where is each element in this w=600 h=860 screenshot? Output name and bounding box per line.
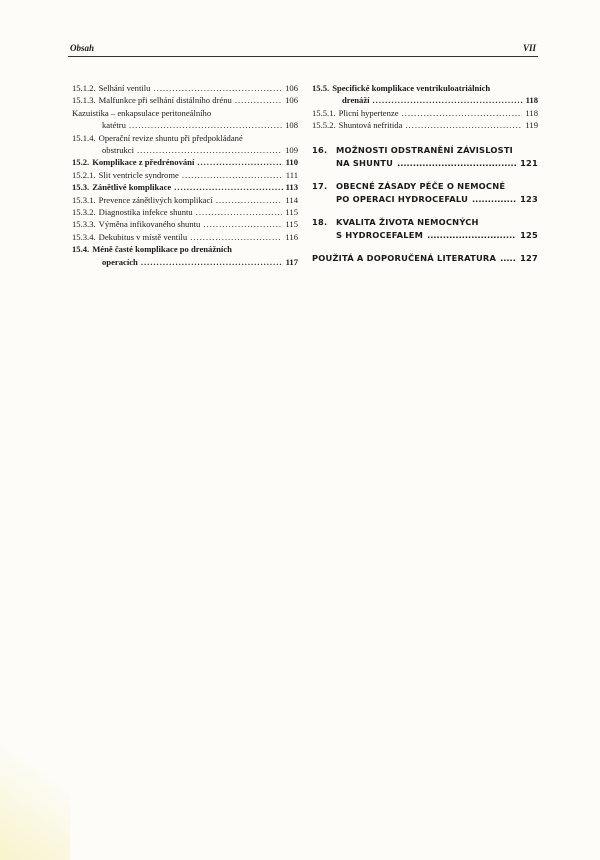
entry-title: Prevence zánětlivých komplikací xyxy=(98,194,213,205)
toc-entry-line xyxy=(72,206,298,218)
entry-title: Dekubitus v místě ventilu xyxy=(98,231,188,242)
entry-page: 118 xyxy=(525,95,538,106)
toc-entry xyxy=(72,218,298,230)
entry-title: Shuntová nefritida xyxy=(338,120,403,131)
toc-entry-line xyxy=(72,231,298,243)
toc-entry-line xyxy=(72,107,298,119)
entry-number: 15.1.4. xyxy=(72,132,96,143)
chapter-title: OBECNÉ ZÁSADY PÉČE O NEMOCNÉ xyxy=(336,180,506,191)
toc-entry-line xyxy=(72,194,298,206)
chapter-line xyxy=(312,193,538,206)
entry-title: operacích xyxy=(102,256,138,267)
toc-entry-line xyxy=(72,94,298,106)
entry-page: 119 xyxy=(525,120,538,131)
toc-entry xyxy=(72,156,298,168)
toc-entry xyxy=(72,206,298,218)
entry-page: 114 xyxy=(285,194,298,205)
toc-chapter-entry xyxy=(312,216,538,242)
toc-left-column xyxy=(72,82,298,268)
entry-title: Méně časté komplikace po drenážních xyxy=(92,244,232,255)
leader-dots xyxy=(402,107,523,119)
entry-number: 15.1.2. xyxy=(72,83,96,93)
toc-entry-line xyxy=(312,94,538,106)
entry-title: Selhání ventilu xyxy=(98,83,151,93)
toc-right-entries xyxy=(312,82,538,132)
toc-entry-line xyxy=(72,256,298,268)
entry-page: 108 xyxy=(285,120,298,131)
entry-number: 15.5.1. xyxy=(312,107,336,118)
toc-entry-line xyxy=(312,119,538,131)
toc-entry xyxy=(72,82,298,94)
toc-entry-line xyxy=(312,82,538,94)
entry-title: Plicní hypertenze xyxy=(338,107,399,118)
toc-right-column xyxy=(312,82,538,265)
chapter-line xyxy=(312,229,538,242)
entry-page: 106 xyxy=(285,95,298,106)
leader-dots xyxy=(137,144,282,156)
chapter-line xyxy=(312,180,538,193)
entry-title: katétru xyxy=(102,120,126,131)
toc-entry xyxy=(72,194,298,206)
literature-title: POUŽITÁ A DOPORUČENÁ LITERATURA xyxy=(312,252,497,263)
entry-page: 116 xyxy=(285,231,298,242)
leader-dots xyxy=(405,119,522,131)
chapter-page: 121 xyxy=(520,157,538,168)
toc-entry-line xyxy=(312,107,538,119)
leader-dots xyxy=(427,229,516,242)
toc-entry-line xyxy=(72,169,298,181)
toc-literature-entry xyxy=(312,252,538,265)
entry-title: Komplikace z předrénování xyxy=(92,157,195,168)
entry-number: 15.1.3. xyxy=(72,95,96,106)
chapter-line xyxy=(312,216,538,229)
chapter-title: KVALITA ŽIVOTA NEMOCNÝCH xyxy=(336,216,479,227)
leader-dots xyxy=(216,194,283,206)
entry-number: 15.3.4. xyxy=(72,231,96,242)
toc-entry xyxy=(72,94,298,106)
entry-number: 15.3. xyxy=(72,182,90,193)
toc-entry xyxy=(312,107,538,119)
leader-dots xyxy=(141,256,283,268)
chapter-page: 123 xyxy=(520,193,538,204)
chapter-title-cont: PO OPERACI HYDROCEFALU xyxy=(336,193,469,204)
toc-entry xyxy=(72,181,298,193)
chapter-number: 16. xyxy=(312,144,328,155)
chapter-line xyxy=(312,144,538,157)
toc-entry xyxy=(72,231,298,243)
entry-title: Zánětlivé komplikace xyxy=(92,182,172,193)
entry-page: 115 xyxy=(285,219,298,230)
entry-page: 109 xyxy=(285,145,298,156)
leader-dots xyxy=(197,156,282,168)
entry-number: 15.3.1. xyxy=(72,194,96,205)
header-page-number: VII xyxy=(522,43,536,53)
toc-entry xyxy=(312,119,538,131)
toc-chapters xyxy=(312,144,538,242)
toc-entry-line xyxy=(72,82,298,94)
toc-entry-line xyxy=(72,243,298,255)
chapter-title: MOŽNOSTI ODSTRANĚNÍ ZÁVISLOSTI xyxy=(336,144,513,155)
leader-dots xyxy=(190,231,282,243)
chapter-line xyxy=(312,157,538,170)
page-edge-tint xyxy=(0,700,70,860)
toc-entry-line xyxy=(72,132,298,144)
entry-title: obstrukci xyxy=(102,145,134,156)
literature-page: 127 xyxy=(520,252,538,263)
leader-dots xyxy=(182,169,283,181)
entry-number: 15.3.3. xyxy=(72,219,96,230)
toc-entry-line xyxy=(72,181,298,193)
leader-dots xyxy=(397,157,516,170)
toc-entry xyxy=(312,82,538,107)
leader-dots xyxy=(373,94,523,106)
entry-page: 111 xyxy=(285,169,298,180)
leader-dots xyxy=(500,252,516,265)
chapter-title-cont: NA SHUNTU xyxy=(336,157,394,168)
toc-entry xyxy=(72,107,298,132)
entry-page: 110 xyxy=(285,157,298,168)
leader-dots xyxy=(235,94,282,106)
leader-dots xyxy=(472,193,516,206)
leader-dots xyxy=(153,82,282,94)
toc-chapter-entry xyxy=(312,180,538,206)
leader-dots xyxy=(129,119,282,131)
entry-title: Slit ventricle syndrome xyxy=(98,169,179,180)
chapter-number: 17. xyxy=(312,180,328,191)
entry-title: Operační revize shuntu při předpokládané xyxy=(98,132,243,143)
running-header xyxy=(68,42,538,57)
chapter-page: 125 xyxy=(520,229,538,240)
toc-entry-line xyxy=(72,156,298,168)
chapter-title-cont: S HYDROCEFALEM xyxy=(336,229,424,240)
entry-page: 117 xyxy=(285,256,298,267)
entry-page: 113 xyxy=(285,182,298,193)
entry-title: drenáží xyxy=(342,95,370,106)
entry-number: 15.3.2. xyxy=(72,207,96,218)
entry-title: Diagnostika infekce shuntu xyxy=(98,207,193,218)
toc-entry xyxy=(72,132,298,157)
leader-dots xyxy=(196,206,283,218)
entry-number: 15.2. xyxy=(72,157,90,168)
entry-number: 15.4. xyxy=(72,244,90,255)
entry-title: Výměna infikovaného shuntu xyxy=(98,219,201,230)
toc-entry xyxy=(72,243,298,268)
chapter-number: 18. xyxy=(312,216,328,227)
entry-page: 118 xyxy=(525,107,538,118)
entry-title: Specifické komplikace ventrikuloatriálních xyxy=(332,83,491,93)
entry-title: Malfunkce při selhání distálního drénu xyxy=(98,95,232,106)
entry-number: 15.2.1. xyxy=(72,169,96,180)
leader-dots xyxy=(203,218,282,230)
header-section-title: Obsah xyxy=(70,43,95,53)
entry-number: 15.5.2. xyxy=(312,120,336,131)
toc-entry-line xyxy=(72,144,298,156)
toc-entry-line xyxy=(72,218,298,230)
entry-number: 15.5. xyxy=(312,83,330,93)
leader-dots xyxy=(174,181,282,193)
entry-page: 106 xyxy=(285,83,298,93)
entry-page: 115 xyxy=(285,207,298,218)
entry-title: Kazuistika – enkapsulace peritoneálního xyxy=(72,107,212,118)
toc-chapter-entry xyxy=(312,144,538,170)
toc-entry xyxy=(72,169,298,181)
toc-entry-line xyxy=(72,119,298,131)
